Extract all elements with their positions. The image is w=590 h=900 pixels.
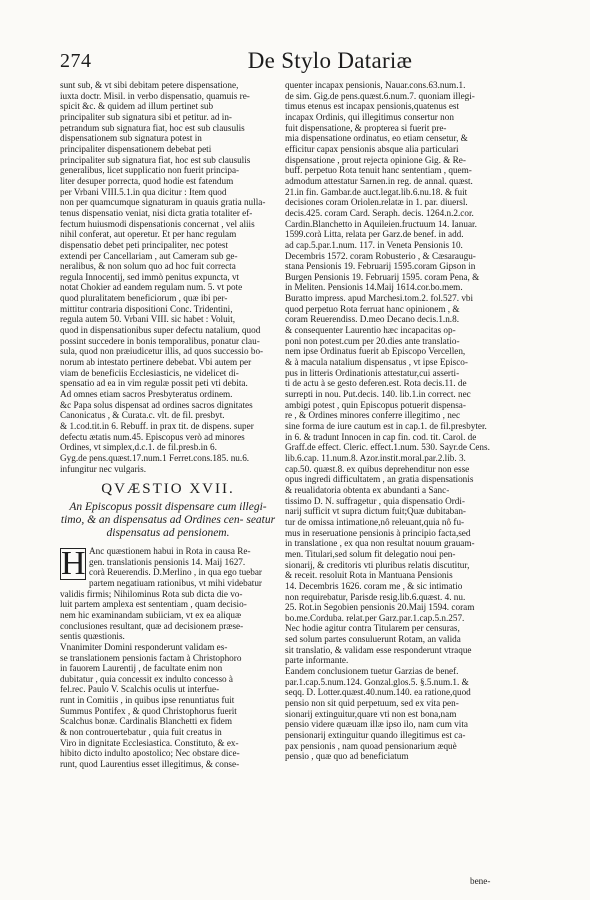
page-number: 274 [60,50,92,72]
text-line: sit translatio, & validam esse responderunt vtraque [285,644,472,655]
left-column [60,80,276,770]
text-line: quenter incapax pensionis, Nauar.cons.63.num.1. [285,80,466,90]
text-line: Decembris 1572. coram Robusterio , & Cæsaraugu- [285,250,476,261]
text-line: &c Papa solus dispensat ad ordines sacros dignitates [60,399,253,410]
text-line: & receit. resoluit Rota in Mantuana Pensionis [285,570,453,581]
text-line: Vnanimiter Domini responderunt validam es- [60,641,228,652]
text-line: Scalchus bonæ. Cardinalis Blanchetti ex fidem [60,716,232,727]
text-line: dispensatione , prout rejecta opinione Gig. & Re- [285,154,466,165]
text-line: liter desuper porrecta, quod hodie est fatendum [60,175,234,186]
running-title: De Stylo Datariæ [247,48,413,73]
question-summary: An Episcopus possit dispensare cum illegi- timo, & an dispensatus ad Ordines cen- seatur dispensatus ad pensionem. [60,500,276,539]
text-line: cap.50. quæst.8. ex quibus deprehenditur non esse [285,463,470,474]
text-line: mus in reseruatione pensionis à principio facta,sed [285,527,471,538]
text-line: tissimo D. N. suffragetur , quia dispensatio Ordi- [285,495,465,506]
question-heading: QVÆSTIO XVII. [101,481,235,498]
text-line: conclusiones resultant, quæ ad decisionem præse- [60,620,244,631]
text-line: sunt sub, & vt sibi debitam petere dispensatione, [60,80,239,90]
text-line: se translationem pensionis factam à Christophoro [60,652,242,663]
text-line: regula autem 50. Vrbani VIII. sic habet : Voluit, [60,314,236,325]
text-line: viam de beneficiis Ecclesiasticis, ne videlicet di- [60,367,239,378]
text-line: in 6. & tradunt Innocen in cap fin. cod. tit. Carol. de [285,431,477,442]
text-line: nihil conferat, aut operetur. Et per hanc regulam [60,229,237,240]
page-header [60,48,540,78]
text-line: in translatione , ex qua non resultat nouum grauam- [285,538,475,549]
text-line: neralibus, & non solum quo ad hoc fuit correcta [60,261,236,272]
text-line: gen. translationis pensionis 14. Maij 1627. [89,556,246,567]
text-line: & consequenter Laurentio hæc incapacitas op- [285,325,456,336]
text-line: fel.rec. Paulo V. Scalchis oculis ut interfue- [60,684,220,695]
text-line: sentis quæstionis. [60,631,125,642]
text-line: & 1.cod.tit.in 6. Rebuff. in prax tit. de dispens. super [60,421,254,431]
text-line: stana Pensionis 19. Februarij 1595.coram Gipson in [285,261,476,272]
text-line: 25. Rot.in Segobien pensionis 20.Maij 1594. coram [285,602,475,613]
text-line: mittitur contraria dispositioni Conc. Tridentini, [60,303,233,314]
text-line: surrepti in nou. Put.decis. 140. lib.1.in correct. nec [285,389,471,400]
drop-cap: H [61,544,86,582]
text-line: Graff.de effect. Cleric. effect.1.num. 530. Sayr.de Cens. [285,442,490,453]
text-line: principaliter dispensationem debebat peti [60,143,212,154]
text-line: opus ingredi difficultatem , an gratia dispensationis [285,474,474,485]
text-line: non per quamcumque signaturam in quauis gratia nulla- [60,197,266,208]
left-column-text-top [60,80,276,474]
text-line: timus etenus est incapax pensionis,quatenus est [285,101,460,112]
left-column-text-bottom [60,546,276,770]
text-line: Ordines, vt simplex,d.c.1. de fil.presb.in 6. [60,442,217,453]
text-line: runt in Comitiis , in quibus ipse renuntiatus fuit [60,695,235,706]
text-line: hibito dicto indulto apostolico; Nec obstare dice- [60,748,240,759]
text-line: Summus Pontifex , & quod Christophorus fuerit [60,705,237,716]
text-line: extendi per Cancellariam , aut Cameram sub ge- [60,250,238,261]
text-line: & à macula natalium dispensatus , vt ipse Episco- [285,357,468,368]
text-line: decis.425. coram Card. Seraph. decis. 1264.n.2.cor. [285,207,474,218]
text-line: ad cap.5.par.1.num. 117. in Veneta Pensionis 10. [285,239,463,250]
text-line: Viro in dignitate Ecclesiastica. Constituto, & ex- [60,737,239,748]
text-line: validis firmis; Nihilominus Rota sub dicta die vo- [60,588,243,599]
text-line: tenus dispensatio veniat, nisi dicta gratia totaliter ef- [60,207,253,218]
text-line: runt, quod Laurentius esset illegitimus, & conse- [60,759,240,770]
text-line: efficitur capax pensionis absque alia particulari [285,143,459,154]
text-line: re , & Ordines minores conferre illegitimo , nec [285,410,461,421]
text-line: lib.6.cap. 11.num.8. Azor.instit.moral.par.2.lib. 3. [285,452,466,463]
text-line: dubitatur , quia concessit ex indulto concesso à [60,673,233,684]
text-line: defectu ætatis num.45. Episcopus verò ad minores [60,431,245,442]
text-line: notat Chokier ad eandem regulam num. 5. vt pote [60,282,243,293]
text-line: Burgen Pensionis 19. Februarij 1595. coram Pena, & [285,271,480,282]
text-line: in Meliten. Pensionis 14.Maij 1614.cor.bo.mem. [285,282,463,293]
text-line: nem ipse Ordinatus fuerit ab Episcopo Vercellen, [285,346,466,357]
text-line: spicit &c. & quidem ad illum pertinet sub [60,101,214,112]
text-line: narij sufficit vt supra dictum fuit;Quæ dubitaban- [285,506,466,517]
text-line: quod perpetuo Rota ferruat hanc opinionem , & [285,303,460,314]
text-line: Nec hodie agitur contra Titularem per censuras, [285,623,460,634]
text-line: pax pensionis , nam quoad pensionarium æquè [285,740,457,751]
text-line: ambigi potest , quin Episcopus potuerit dispensa- [285,399,466,410]
text-line: nem hic examinandam subiiciam, vt ex ea aliquæ [60,609,242,620]
text-line: non requirebatur, Parisde resig.lib.6.quæst. 4. nu. [285,591,466,602]
text-line: coram Reuerendiss. D.meo Decano decis.1.n.8. [285,314,459,325]
text-line: pensio , quæ quo ad beneficiatum [285,751,409,762]
text-line: dispensatio debet peti principaliter, nec potest [60,239,229,250]
text-line: regula Innocentij, sed immò penitus expuncta, vt [60,271,240,282]
text-line: norum ab intestato pertinere debebat. Vbi autem per [60,357,252,368]
text-line: pensio videre quæuam illæ ipso ilo, nam cum vita [285,719,468,730]
text-line: sula, quod non præiudicetur illis, ad quos successio bo- [60,346,264,357]
text-line: & reualidatoria obtenta ex abundanti a Sanc- [285,484,450,495]
text-line: fectum huiusmodi dispensationis concernat , vel aliis [60,218,255,229]
text-line: buff. perpetuo Rota tenuit hanc sententiam , quem- [285,165,472,176]
text-line: Ad omnes etiam sacros Presbyteratus ordinem. [60,389,233,400]
text-line: parte informante. [285,655,349,666]
text-line: spensatio ad ea in vim regulæ possit peti vti debita. [60,378,248,389]
text-line: generalibus, licet supplicatio non fuerit principa- [60,165,240,176]
text-line: tur de omissa intimatione,nô releuant,quia nô fu- [285,516,465,527]
text-line: 21.in fin. Gambar.de auct.legat.lib.6.nu.18. & fuit [285,186,468,197]
text-line: petrandum sub signatura fiat, hoc est sub clausulis [60,122,245,133]
text-line: quod pluralitatem beneficiorum , quæ ibi per- [60,293,228,304]
text-line: pus in litteris Ordinationis attestatur,cui asserti- [285,367,460,378]
text-line: principaliter sub signatura fiat, hoc est sub clausulis [60,154,251,165]
text-line: principaliter sub signatura sibi et petitur. ad in- [60,111,232,122]
text-line: corà Reuerendis. D.Merlino , in qua ego tuebar [89,567,262,578]
text-line: Eandem conclusionem tuetur Garzias de benef. [285,666,459,677]
text-line: sed solum partes consuluerunt Rotam, an valida [285,634,461,645]
text-line: sionarij extinguitur,quare vti non est bona,nam [285,708,457,719]
text-line: 14. Decembris 1626. coram me , & sic intimatio [285,580,463,591]
text-line: incapax Ordinis, qui illegitimus consertur non [285,111,454,122]
text-line: Canonicatus , & Curata.c. vlt. de fil. presbyt. [60,410,225,421]
text-line: iuxta doctr. Misil. in verbo dispensatio, quamuis re- [60,90,250,101]
text-line: quod in dispensationibus super defectu natalium, quod [60,325,261,336]
text-line: pensionarij extinguitur quando illegitimus est ca- [285,730,466,741]
text-line: par.1.cap.5.num.124. Gonzal.glos.5. §.5.num.1. & [285,676,469,687]
text-line: de sim. Gig.de pens.quæst.6.num.7. quoniam illegi- [285,90,475,101]
text-line: dispensationem sub signatura potest in [60,133,202,144]
right-column-text [285,80,503,762]
text-line: mia dispensatione ordinatus, eo etiam censetur, & [285,133,468,144]
text-line: decisiones coram Oriolen.relatæ in 1. par. diuersl. [285,197,468,208]
text-line: infungitur nec vulgaris. [60,463,146,474]
text-line: seqq. D. Lotter.quæst.40.num.140. ea ratione,quod [285,687,471,698]
text-line: Gyg.de pens.quæst.17.num.1 Ferret.cons.185. nu.6. [60,452,250,463]
text-line: partem negatiuam rationibus, vt mihi videbatur [89,577,262,588]
text-line: pensio non sit quid perpetuum, sed ex vita pen- [285,698,459,709]
text-line: fuit dispensatione, & propterea si fuerit pre- [285,122,447,133]
right-column [285,80,503,762]
text-line: in fauorem Laurentij , de facultate enim non [60,663,223,674]
left-bottom-lines [60,546,276,770]
text-line: Anc quæstionem habui in Rota in causa Re- [89,545,251,556]
text-line: & non controuertebatur , quia fuit creatus in [60,727,222,738]
text-line: luit partem amplexa est sententiam , quam decisio- [60,599,247,610]
text-line: bo.me.Corduba. relat.per Garz.par.1.cap.5.n.257. [285,612,465,623]
text-line: men. Titulari,sed solum fit delegatio noui pen- [285,548,456,559]
text-line: possint succedere in bonis temporalibus, ponatur clau- [60,335,260,346]
catchword: bene- [470,876,491,886]
text-line: admodum attestatur Sarnen.in reg. de annal. quæst. [285,175,473,186]
text-line: ti de actu à se gesto deferen.est. Rota decis.11. de [285,378,467,389]
text-line: sine forma de iure cautum est in cap.1. de fil.presbyter. [285,421,487,431]
text-line: poni non potest.cum per 20.dies ante translatio- [285,335,460,346]
text-line: 1599.corà Litta, relata per Garz.de benef. in add. [285,229,464,240]
text-line: per Vrbani VIII.5.1.in qua dicitur : Item quod [60,186,227,197]
text-line: Buratto impress. apud Marchesi.tom.2. fol.527. vbi [285,293,474,304]
text-line: Cardin.Blanchetto in Aquileien.fructuum 14. Ianuar. [285,218,477,229]
text-line: sionarij, & creditoris vti pluribus relatis discutitur, [285,559,470,570]
